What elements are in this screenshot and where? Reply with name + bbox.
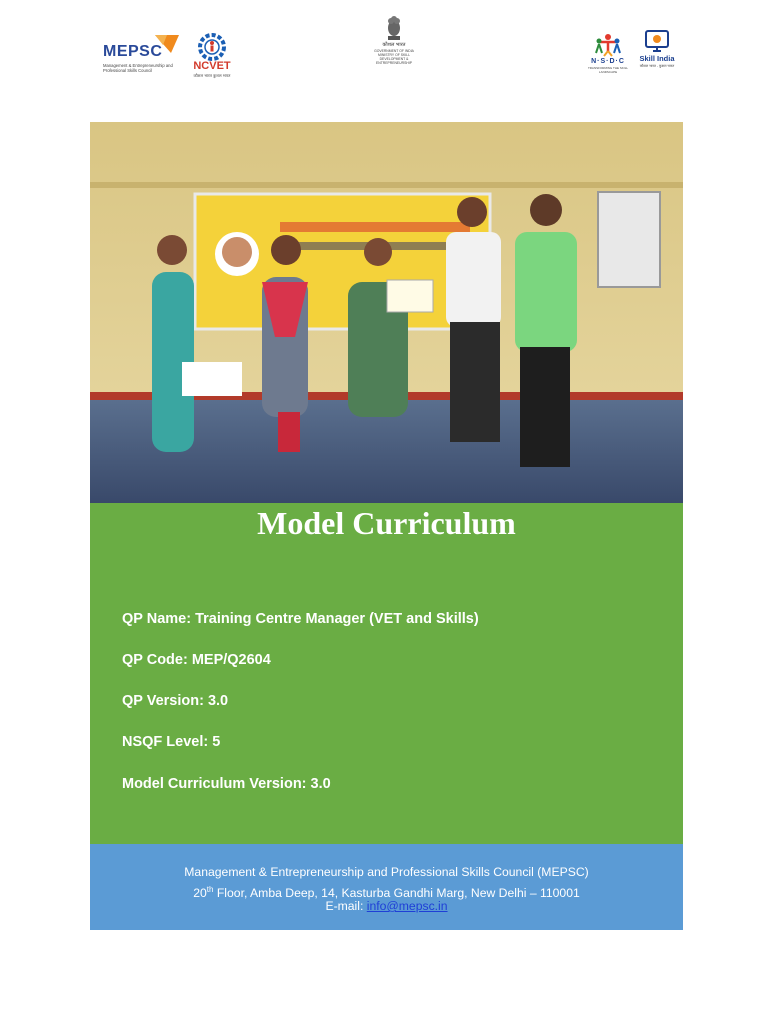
mepsc-wordmark: MEPSC <box>103 43 163 60</box>
skill-india-tagline: कौशल भारत - कुशल भारत <box>639 64 675 68</box>
footer-address-rest: Floor, Amba Deep, 14, Kasturba Gandhi Marg, New Delhi – 110001 <box>213 886 580 901</box>
footer-email-line <box>90 898 683 915</box>
emblem-title: कौशल भारत <box>382 42 406 48</box>
qp-version: QP Version: 3.0 <box>122 693 229 709</box>
skill-india-wordmark: Skill India <box>639 54 675 63</box>
government-emblem-logo <box>366 14 422 66</box>
mepsc-logo <box>103 33 183 75</box>
ashoka-emblem-icon <box>383 14 405 42</box>
nsdc-logo <box>586 33 630 73</box>
cover-photo <box>90 122 683 503</box>
ministry-name: GOVERNMENT OF INDIA MINISTRY OF SKILL DEVELOPMENT & ENTREPRENEURSHIP <box>374 49 414 65</box>
footer-org-name: Management & Entrepreneurship and Professional Skills Council (MEPSC) <box>184 865 589 879</box>
skill-india-monitor-icon <box>644 30 670 52</box>
footer-email-label: E-mail: <box>325 899 367 913</box>
nsqf-level: NSQF Level: 5 <box>122 734 221 750</box>
email-link[interactable]: info@mepsc.in <box>366 899 448 913</box>
mepsc-subtitle: Management & Entrepreneurship and Professional Skills Council <box>103 63 173 73</box>
nsdc-wordmark: N·S·D·C <box>591 58 625 65</box>
footer-contact-panel <box>90 844 683 930</box>
ncvet-gear-icon <box>195 32 229 62</box>
ncvet-logo <box>191 32 233 78</box>
model-curriculum-version: Model Curriculum Version: 3.0 <box>122 776 331 792</box>
cover-details-panel <box>90 503 683 844</box>
ncvet-tagline: कौशल भारत कुशल भारत <box>193 73 231 78</box>
qp-name: QP Name: Training Centre Manager (VET and Skills) <box>122 611 479 627</box>
footer-floor-number: 20 <box>193 886 207 901</box>
qp-code: QP Code: MEP/Q2604 <box>122 652 271 668</box>
document-title: Model Curriculum <box>257 505 516 541</box>
ncvet-wordmark: NCVET <box>193 60 231 72</box>
footer-floor-suffix: th <box>206 885 214 894</box>
nsdc-people-icon <box>594 33 622 57</box>
nsdc-tagline: TRANSFORMING THE SKILL LANDSCAPE <box>587 66 629 74</box>
skill-india-logo <box>634 30 680 74</box>
